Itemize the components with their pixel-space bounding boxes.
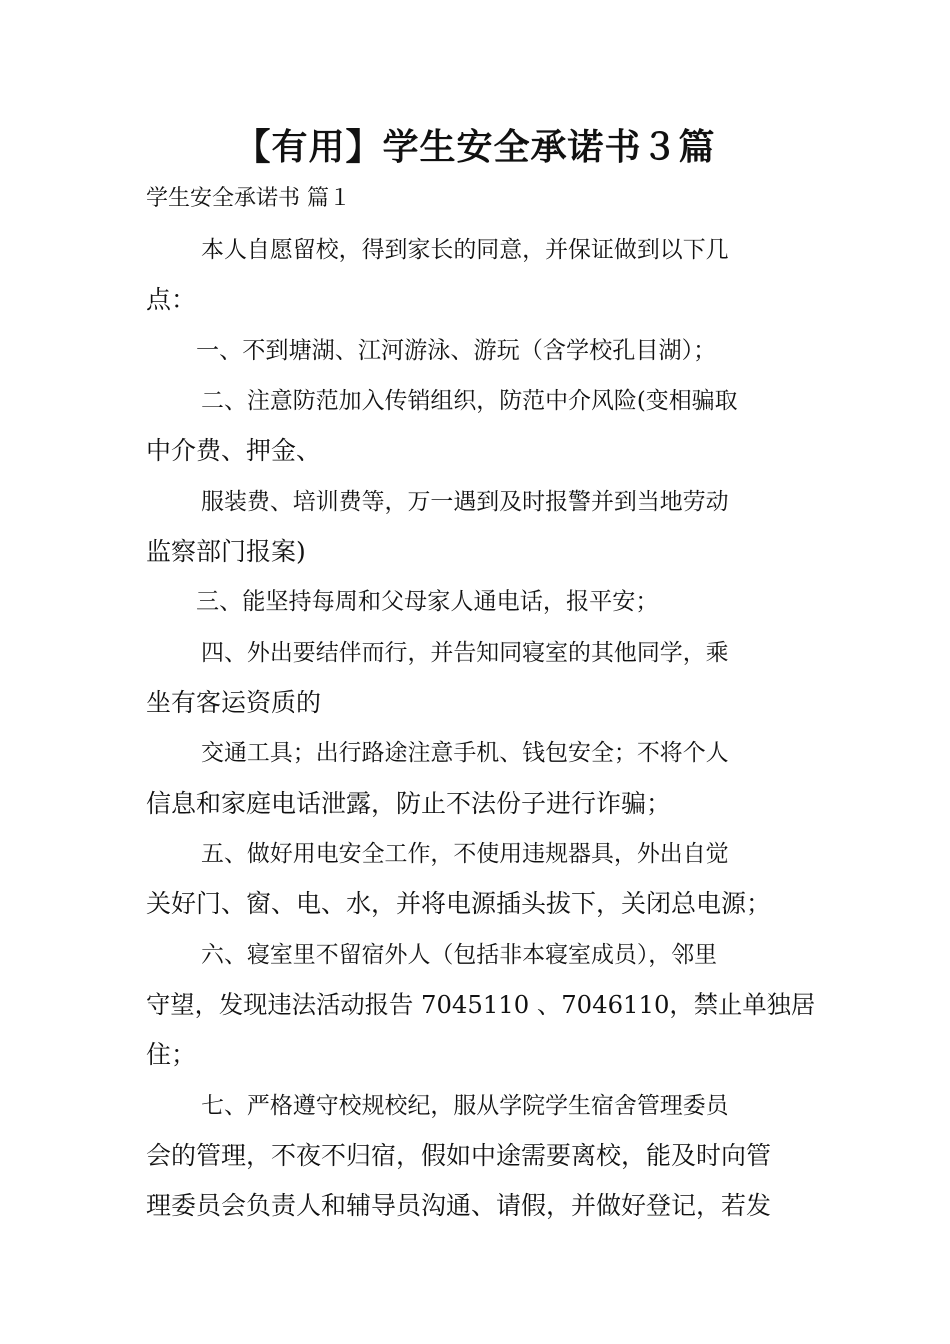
paragraph-line: 四、外出要结伴而行，并告知同寝室的其他同学，乘 xyxy=(201,640,729,666)
paragraph-line: 七、严格遵守校规校纪，服从学院学生宿舍管理委员 xyxy=(201,1093,729,1119)
paragraph-line: 会的管理，不夜不归宿，假如中途需要离校，能及时向管 xyxy=(146,1141,772,1170)
paragraph-line: 三、能坚持每周和父母家人通电话，报平安； xyxy=(196,589,659,615)
paragraph-line: 关好门、窗、电、水，并将电源插头拔下，关闭总电源； xyxy=(146,889,772,918)
paragraph-line: 理委员会负责人和辅导员沟通、请假，并做好登记，若发 xyxy=(146,1191,772,1220)
paragraph-line: 点： xyxy=(146,285,197,314)
paragraph-line: 六、寝室里不留宿外人（包括非本寝室成员），邻里 xyxy=(201,942,718,968)
section-heading: 学生安全承诺书 篇１ xyxy=(146,186,351,211)
paragraph-line: 信息和家庭电话泄露，防止不法份子进行诈骗； xyxy=(146,789,672,818)
paragraph-line: 本人自愿留校，得到家长的同意，并保证做到以下几 xyxy=(201,237,729,263)
document-title: 【有用】学生安全承诺书３篇 xyxy=(234,127,716,168)
paragraph-line: 坐有客运资质的 xyxy=(146,688,322,717)
paragraph-line: 一、不到塘湖、江河游泳、游玩（含学校孔目湖）； xyxy=(196,338,717,364)
paragraph-line: 服装费、培训费等，万一遇到及时报警并到当地劳动 xyxy=(201,489,729,515)
paragraph-line: 五、做好用电安全工作，不使用违规器具，外出自觉 xyxy=(201,841,729,867)
paragraph-line: 守望，发现违法活动报告 7045110 、7046110，禁止单独居 xyxy=(146,990,816,1019)
paragraph-line: 二、注意防范加入传销组织，防范中介风险(变相骗取 xyxy=(201,388,738,414)
paragraph-line: 监察部门报案) xyxy=(146,537,306,566)
paragraph-line: 中介费、押金、 xyxy=(146,436,322,465)
paragraph-line: 交通工具；出行路途注意手机、钱包安全；不将个人 xyxy=(201,740,729,766)
paragraph-line: 住； xyxy=(146,1040,197,1069)
